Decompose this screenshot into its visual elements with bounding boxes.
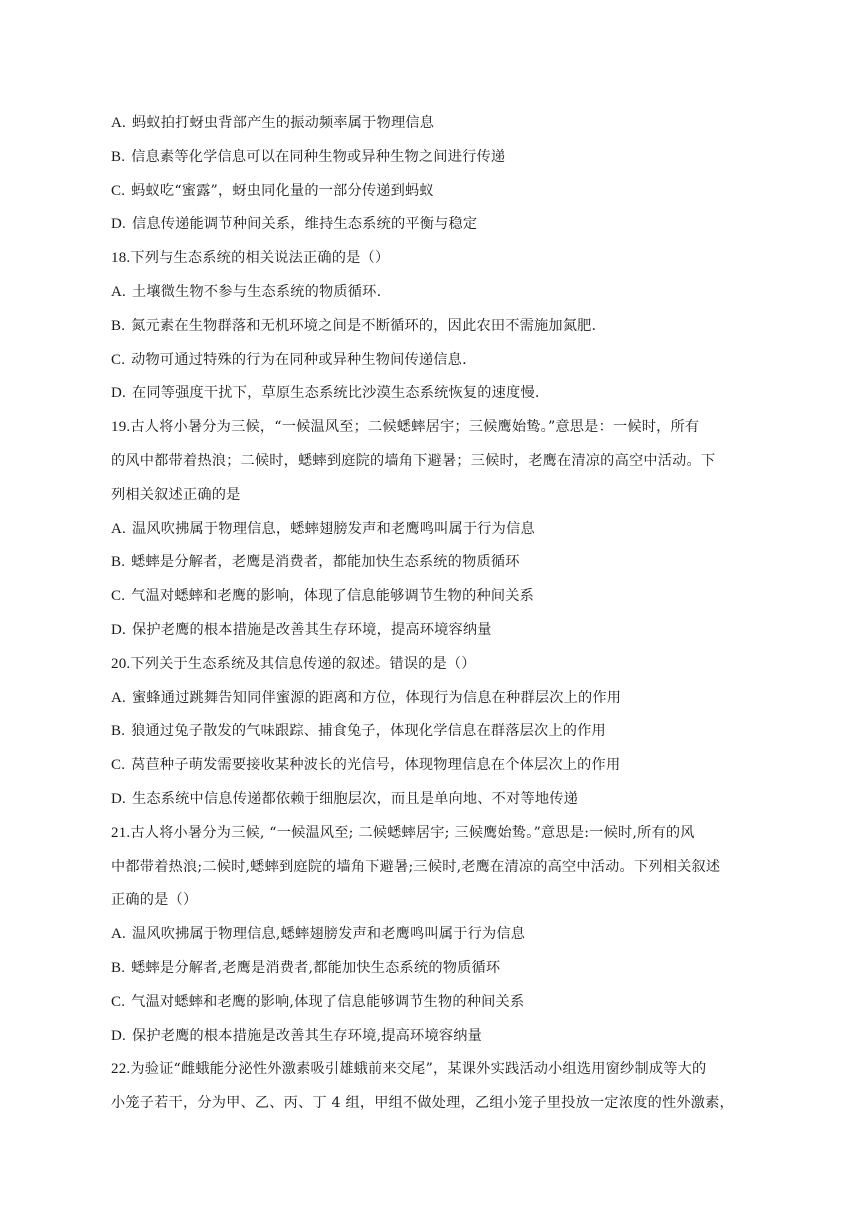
question-number: 19. <box>111 419 131 436</box>
text-line <box>111 1087 751 1121</box>
question-stem-line <box>111 1053 751 1087</box>
line-text: 列相关叙述正确的是 <box>111 486 241 503</box>
option-letter: A. <box>111 520 126 537</box>
line-text: 土壤微生物不参与生态系统的物质循环. <box>131 283 382 300</box>
option-letter: B. <box>111 554 126 571</box>
option-line <box>111 614 751 648</box>
question-stem-line <box>111 411 751 445</box>
option-letter: B. <box>111 148 126 165</box>
line-text: 温风吹拂属于物理信息,蟋蟀翅膀发声和老鹰鸣叫属于行为信息 <box>131 926 526 943</box>
line-text: 动物可通过特殊的行为在同种或异种生物间传递信息. <box>131 351 467 368</box>
option-letter: A. <box>111 926 126 943</box>
option-line <box>111 513 751 547</box>
option-line <box>111 1020 751 1054</box>
question-number: 18. <box>111 250 131 267</box>
line-text: 在同等强度干扰下，草原生态系统比沙漠生态系统恢复的速度慢. <box>131 385 540 402</box>
option-line <box>111 715 751 749</box>
option-letter: C. <box>111 588 126 605</box>
line-text: 下列与生态系统的相关说法正确的是（） <box>130 250 390 267</box>
option-line <box>111 344 751 378</box>
question-stem-line <box>111 242 751 276</box>
line-text: 古人将小暑分为三候，“一候温风至；二候蟋蟀居宇；三候鹰始鸷。”意思是：一候时，所有 <box>130 419 700 436</box>
question-number: 21. <box>111 824 131 841</box>
line-text: 莴苣种子萌发需要接收某种波长的光信号，体现物理信息在个体层次上的作用 <box>131 757 621 774</box>
option-line <box>111 986 751 1020</box>
option-line <box>111 175 751 209</box>
option-letter: A. <box>111 689 126 706</box>
question-number: 20. <box>111 655 131 672</box>
option-letter: C. <box>111 993 126 1010</box>
option-line <box>111 580 751 614</box>
option-line <box>111 107 751 141</box>
option-letter: D. <box>111 385 126 402</box>
line-text: 下列关于生态系统及其信息传递的叙述。错误的是（） <box>130 655 476 672</box>
option-letter: D. <box>111 790 126 807</box>
option-letter: D. <box>111 1027 126 1044</box>
line-text: 蚂蚁拍打蚜虫背部产生的振动频率属于物理信息 <box>131 115 435 131</box>
option-line <box>111 783 751 817</box>
question-number: 22. <box>111 1061 131 1078</box>
line-text: 氮元素在生物群落和无机环境之间是不断循环的，因此农田不需施加氮肥. <box>131 317 597 334</box>
line-text: 信息素等化学信息可以在同种生物或异种生物之间进行传递 <box>131 148 506 165</box>
line-text: 为验证“雌蛾能分泌性外激素吸引雄蛾前来交尾”，某课外实践活动小组选用窗纱制成等大的 <box>130 1061 707 1078</box>
option-letter: B. <box>111 317 126 334</box>
line-text: 温风吹拂属于物理信息，蟋蟀翅膀发声和老鹰鸣叫属于行为信息 <box>131 520 535 537</box>
option-line <box>111 377 751 411</box>
line-text: 古人将小暑分为三候, “一候温风至; 二候蟋蟀居宇; 三候鹰始鸷。”意思是:一候时,所有的风 <box>130 824 695 841</box>
line-text: 生态系统中信息传递都依赖于细胞层次，而且是单向地、不对等地传递 <box>131 790 578 807</box>
option-letter: C. <box>111 182 126 199</box>
text-line <box>111 851 751 885</box>
option-line <box>111 918 751 952</box>
document-page <box>111 107 751 1121</box>
option-line <box>111 141 751 175</box>
text-line <box>111 445 751 479</box>
line-text: 蚂蚁吃“蜜露”，蚜虫同化量的一部分传递到蚂蚁 <box>131 182 434 199</box>
line-text: 小笼子若干，分为甲、乙、丙、丁 4 组，甲组不做处理，乙组小笼子里投放一定浓度的性外激素， <box>111 1095 734 1112</box>
option-letter: D. <box>111 621 126 638</box>
option-letter: C. <box>111 757 126 774</box>
option-line <box>111 276 751 310</box>
line-text: 气温对蟋蟀和老鹰的影响,体现了信息能够调节生物的种间关系 <box>131 993 525 1010</box>
option-line <box>111 546 751 580</box>
option-letter: C. <box>111 351 126 368</box>
option-letter: B. <box>111 723 126 740</box>
option-letter: A. <box>111 283 126 300</box>
line-text: 保护老鹰的根本措施是改善其生存环境,提高环境容纳量 <box>131 1027 482 1044</box>
option-line <box>111 749 751 783</box>
line-text: 信息传递能调节种间关系，维持生态系统的平衡与稳定 <box>131 216 478 233</box>
option-line <box>111 682 751 716</box>
line-text: 蟋蟀是分解者,老鹰是消费者,都能加快生态系统的物质循环 <box>131 959 501 976</box>
line-text: 中都带着热浪;二候时,蟋蟀到庭院的墙角下避暑;三候时,老鹰在清凉的高空中活动。下列相关叙述 <box>111 858 721 875</box>
line-text: 的风中都带着热浪；二候时，蟋蟀到庭院的墙角下避暑；三候时，老鹰在清凉的高空中活动。下 <box>111 452 716 469</box>
line-text: 气温对蟋蟀和老鹰的影响，体现了信息能够调节生物的种间关系 <box>131 588 535 605</box>
option-line <box>111 208 751 242</box>
text-line <box>111 479 751 513</box>
text-line <box>111 884 751 918</box>
question-stem-line <box>111 817 751 851</box>
line-text: 蟋蟀是分解者，老鹰是消费者，都能加快生态系统的物质循环 <box>131 554 520 571</box>
line-text: 狼通过兔子散发的气味跟踪、捕食兔子，体现化学信息在群落层次上的作用 <box>131 723 606 740</box>
line-text: 蜜蜂通过跳舞告知同伴蜜源的距离和方位，体现行为信息在种群层次上的作用 <box>131 689 622 706</box>
option-letter: D. <box>111 216 126 233</box>
option-line <box>111 952 751 986</box>
line-text: 正确的是（） <box>111 892 198 909</box>
option-letter: B. <box>111 959 126 976</box>
line-text: 保护老鹰的根本措施是改善其生存环境，提高环境容纳量 <box>131 621 492 638</box>
question-stem-line <box>111 648 751 682</box>
option-line <box>111 310 751 344</box>
option-letter: A. <box>111 115 126 131</box>
